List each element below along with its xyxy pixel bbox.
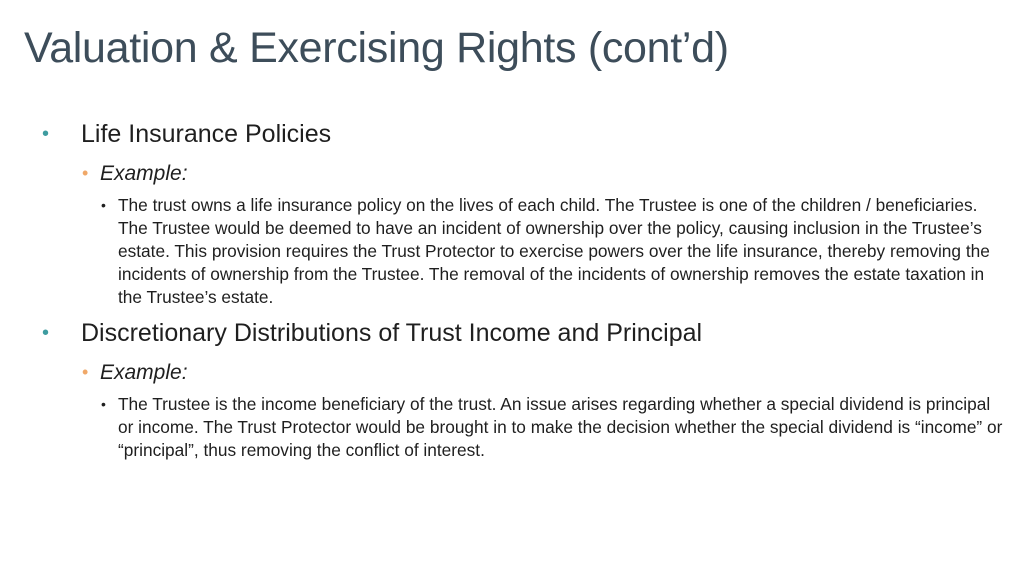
section-heading-text: Discretionary Distributions of Trust Income and Principal: [81, 319, 703, 347]
level1-bullet-icon: •: [42, 322, 50, 344]
level3-bullet-icon: •: [101, 197, 106, 213]
section-heading-discretionary-distributions: [40, 317, 1010, 349]
example-label-text: Example:: [100, 361, 188, 384]
slide-content: [40, 118, 1010, 462]
level2-bullet-icon: •: [82, 163, 89, 183]
example-detail: [40, 393, 1010, 462]
example-label-text: Example:: [100, 162, 188, 185]
example-detail-text: The Trustee is the income beneficiary of the trust. An issue arises regarding whether a special dividend is principal or income. The Trust Protector would be brought in to make the decision whether the special dividend is “income” or “principal”, thus removing the conflict of interest.: [118, 394, 1003, 460]
level2-bullet-icon: •: [82, 362, 89, 382]
level3-bullet-icon: •: [101, 396, 106, 412]
section-heading-text: Life Insurance Policies: [81, 120, 332, 148]
example-label: [40, 359, 1010, 387]
slide-title: Valuation & Exercising Rights (cont’d): [24, 24, 729, 72]
example-label: [40, 160, 1010, 188]
example-detail-text: The trust owns a life insurance policy on the lives of each child. The Trustee is one of the children / beneficiaries. The Trustee would be deemed to have an incident of ownership over the policy, causing inclusion in the Trustee’s estate. This provision requires the Trust Protector to exercise powers over the life insurance, thereby removing the incidents of ownership from the Trustee. The removal of the incidents of ownership removes the estate taxation in the Trustee’s estate.: [118, 195, 990, 307]
section-heading-life-insurance: [40, 118, 1010, 150]
level1-bullet-icon: •: [42, 123, 50, 145]
example-detail: [40, 194, 1010, 309]
